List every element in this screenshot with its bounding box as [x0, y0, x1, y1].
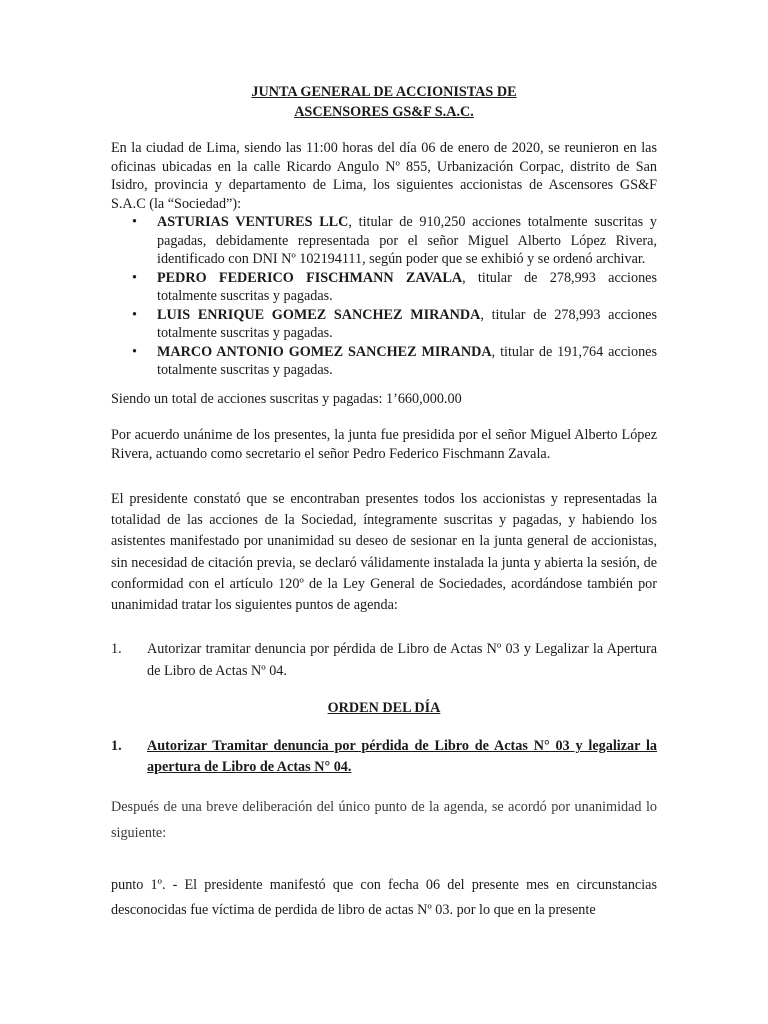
shareholder-detail: , titular de 278,993 acciones totalmente suscritas y pagadas. — [157, 306, 657, 341]
agenda-item — [111, 639, 657, 682]
point-heading — [111, 736, 657, 778]
point-title: Autorizar Tramitar denuncia por pérdida de Libro de Actas N° 03 y legalizar la apertura de Libro de Actas N° 04. — [147, 738, 657, 776]
shareholder-detail: , titular de 910,250 acciones totalmente suscritas y pagadas, debidamente representada por el señor Miguel Alberto López Rivera, identificado con DNI Nº 102194111, según poder que se exhibió y se ordenó archivar. — [157, 214, 657, 267]
shareholder-name: PEDRO FEDERICO FISCHMANN ZAVALA — [157, 269, 463, 286]
list-item — [132, 269, 657, 306]
agenda-text: Autorizar tramitar denuncia por pérdida de Libro de Actas Nº 03 y Legalizar la Apertura de Libro de Actas Nº 04. — [147, 641, 657, 679]
quorum-paragraph: El presidente constató que se encontraban presentes todos los accionistas y representadas la totalidad de las acciones de la Sociedad, íntegramente suscritas y pagadas, y habiendo los asistentes manifestado por unanimidad su deseo de sesionar en la junta general de accionistas, sin necesidad de citación previa, se declaró válidamente instalada la junta y abierta la sesión, de conformidad con el artículo 120º de la Ley General de Sociedades, acordándose también por unanimidad tratar los siguientes puntos de agenda: — [111, 491, 657, 614]
shareholder-detail: , titular de 191,764 acciones totalmente suscritas y pagadas. — [157, 343, 657, 378]
title-line-2: ASCENSORES GS&F S.A.C. — [294, 104, 474, 120]
shareholder-name: MARCO ANTONIO GOMEZ SANCHEZ MIRANDA — [157, 343, 492, 360]
shareholder-detail: , titular de 278,993 acciones totalmente suscritas y pagadas. — [157, 269, 657, 304]
punto-1-paragraph: punto 1º. - El presidente manifestó que con fecha 06 del presente mes en circunstancias desconocidas fue víctima de perdida de libro de actas Nº 03. por lo que en la presente — [111, 877, 657, 919]
shareholder-name: LUIS ENRIQUE GOMEZ SANCHEZ MIRANDA — [157, 306, 481, 323]
agenda-number: 1. — [111, 641, 122, 658]
document-title — [111, 82, 657, 122]
bullet-icon: • — [132, 214, 137, 230]
list-item — [132, 213, 657, 269]
intro-paragraph: En la ciudad de Lima, siendo las 11:00 horas del día 06 de enero de 2020, se reunieron en las oficinas ubicadas en la calle Ricardo Angulo Nº 855, Urbanización Corpac, distrito de San Isidro, provincia y departamento de Lima, los siguientes accionistas de Ascensores GS&F S.A.C (la “Sociedad”): — [111, 140, 657, 212]
bullet-icon: • — [132, 306, 137, 323]
list-item — [132, 343, 657, 380]
deliberation-paragraph: Después de una breve deliberación del único punto de la agenda, se acordó por unanimidad lo siguiente: — [111, 799, 657, 842]
point-number: 1. — [111, 738, 122, 755]
total-shares: Siendo un total de acciones suscritas y pagadas: 1’660,000.00 — [111, 390, 462, 407]
shareholder-name: ASTURIAS VENTURES LLC — [157, 214, 349, 230]
shareholder-list — [111, 213, 657, 380]
title-line-1: JUNTA GENERAL DE ACCIONISTAS DE — [251, 84, 517, 100]
bullet-icon: • — [132, 343, 137, 360]
presided-paragraph: Por acuerdo unánime de los presentes, la junta fue presidida por el señor Miguel Alberto López Rivera, actuando como secretario el señor Pedro Federico Fischmann Zavala. — [111, 427, 657, 462]
orden-del-dia-heading: ORDEN DEL DÍA — [327, 700, 441, 717]
list-item — [132, 306, 657, 343]
bullet-icon: • — [132, 269, 137, 286]
